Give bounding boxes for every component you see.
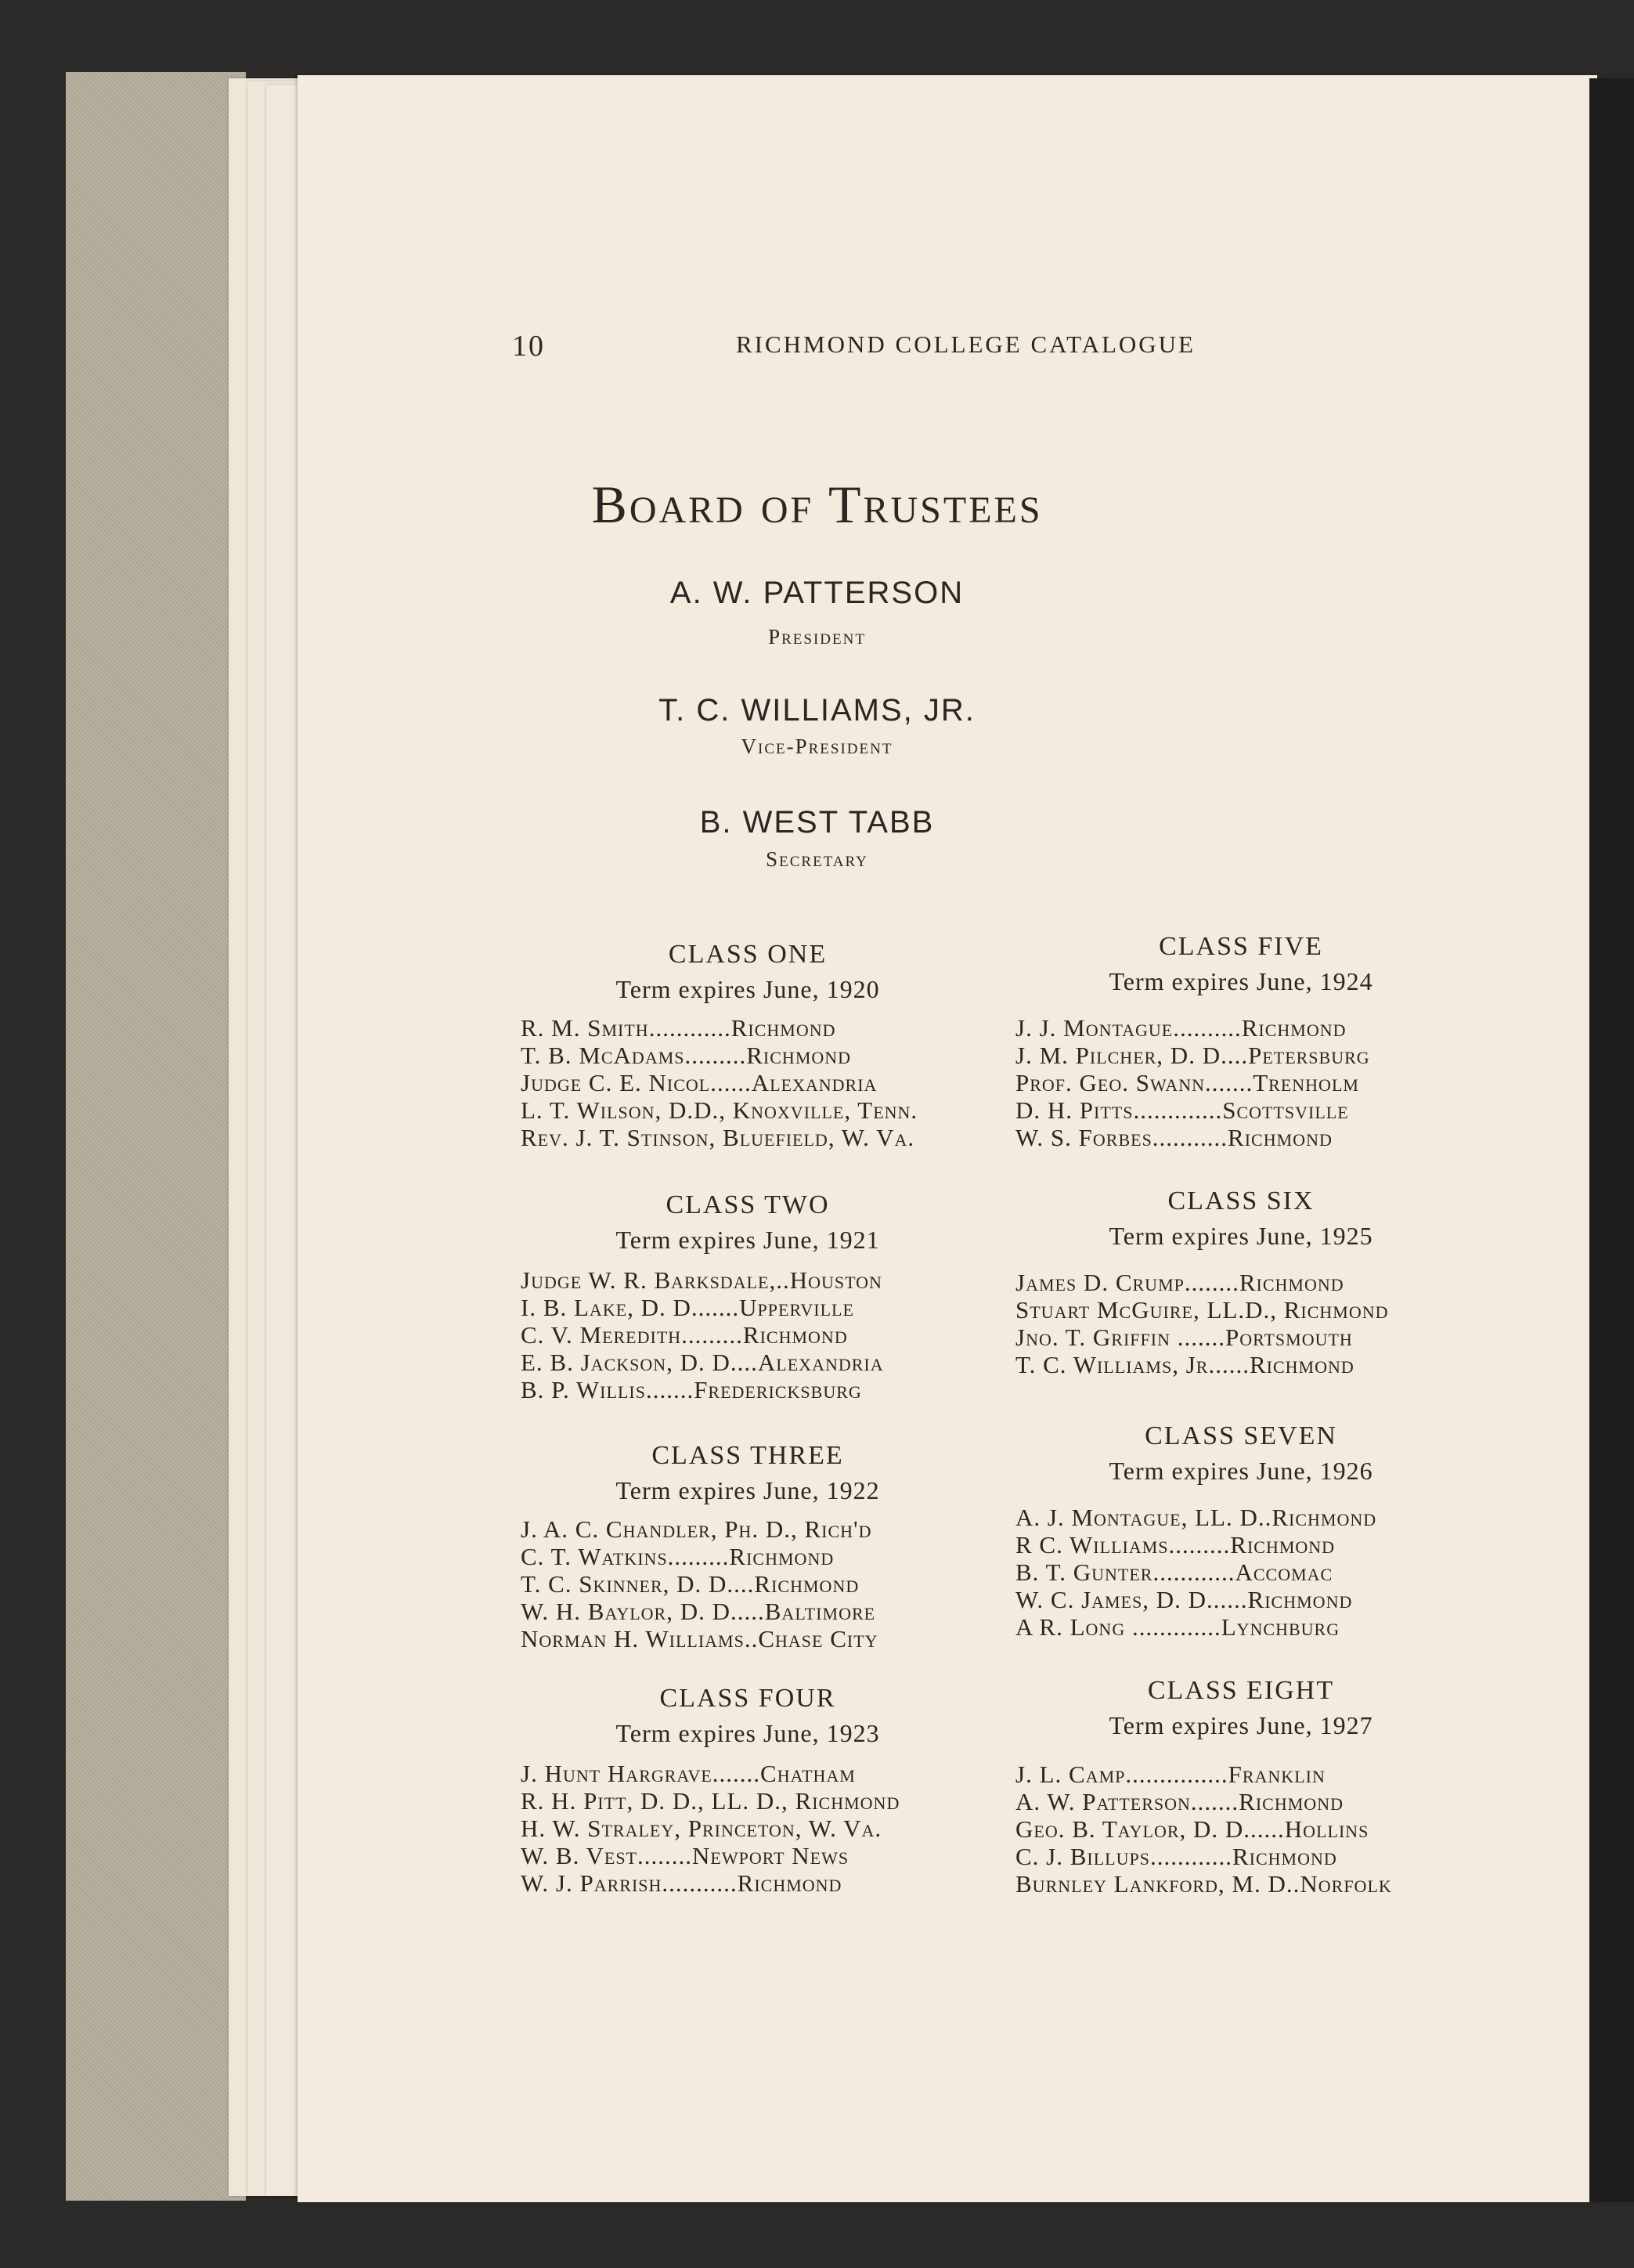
class-member-list [521,1760,900,1897]
class-heading: CLASS THREE [651,1441,844,1470]
member-entry: Burnley Lankford, M. D..Norfolk [1015,1870,1392,1898]
member-entry: J. J. Montague..........Richmond [1015,1014,1347,1042]
class-term: Term expires June, 1927 [1109,1711,1373,1739]
member-entry: T. C. Williams, Jr......Richmond [1015,1351,1354,1378]
member-entry: W. J. Parrish...........Richmond [521,1869,842,1897]
member-entry: Rev. J. T. Stinson, Bluefield, W. Va. [521,1124,915,1151]
member-entry: D. H. Pitts.............Scottsville [1015,1096,1349,1124]
member-entry: T. C. Skinner, D. D....Richmond [521,1570,860,1598]
member-entry: B. T. Gunter............Accomac [1015,1558,1333,1586]
class-term: Term expires June, 1924 [1109,967,1373,995]
member-entry: Judge W. R. Barksdale,..Houston [521,1266,882,1294]
class-member-list [1015,1761,1392,1898]
member-entry: R C. Williams.........Richmond [1015,1531,1336,1558]
member-entry: James D. Crump........Richmond [1015,1269,1344,1296]
member-entry: Stuart McGuire, LL.D., Richmond [1015,1296,1389,1324]
member-entry: H. W. Straley, Princeton, W. Va. [521,1815,882,1842]
page-title: Board of Trustees [591,475,1043,534]
class-member-list [1015,1014,1370,1151]
member-entry: J. Hunt Hargrave.......Chatham [521,1760,856,1787]
president-role: President [768,625,866,648]
member-entry: A. J. Montague, LL. D..Richmond [1015,1504,1377,1531]
class-member-list [521,1515,878,1652]
background-edge [1589,78,1634,2202]
member-entry: Geo. B. Taylor, D. D......Hollins [1015,1815,1369,1843]
member-entry: J. M. Pilcher, D. D....Petersburg [1015,1042,1370,1069]
catalogue-page [298,75,1597,2202]
member-entry: Norman H. Williams..Chase City [521,1625,878,1652]
vice-president-name: T. C. WILLIAMS, JR. [658,693,976,728]
member-entry: I. B. Lake, D. D.......Upperville [521,1294,854,1321]
member-entry: Jno. T. Griffin .......Portsmouth [1015,1324,1353,1351]
class-term: Term expires June, 1923 [615,1719,880,1747]
class-heading: CLASS TWO [666,1190,830,1219]
class-term: Term expires June, 1921 [615,1226,880,1254]
class-heading: CLASS ONE [668,940,828,969]
page-number: 10 [512,330,545,363]
member-entry: Judge C. E. Nicol......Alexandria [521,1069,878,1096]
class-heading: CLASS FOUR [659,1684,836,1713]
member-entry: W. S. Forbes...........Richmond [1015,1124,1333,1151]
member-entry: R. H. Pitt, D. D., LL. D., Richmond [521,1787,900,1815]
member-entry: Prof. Geo. Swann.......Trenholm [1015,1069,1359,1096]
class-term: Term expires June, 1922 [615,1476,880,1504]
member-entry: B. P. Willis.......Fredericksburg [521,1376,862,1403]
member-entry: L. T. Wilson, D.D., Knoxville, Tenn. [521,1096,918,1124]
vice-president-role: Vice-President [741,735,893,758]
class-heading: CLASS EIGHT [1147,1676,1335,1705]
class-member-list [521,1266,884,1403]
class-term: Term expires June, 1920 [615,975,880,1003]
member-entry: R. M. Smith............Richmond [521,1014,836,1042]
running-head: RICHMOND COLLEGE CATALOGUE [736,330,1196,358]
member-entry: J. A. C. Chandler, Ph. D., Rich'd [521,1515,872,1543]
member-entry: A R. Long .............Lynchburg [1015,1613,1340,1641]
class-member-list [521,1014,918,1151]
member-entry: W. H. Baylor, D. D.....Baltimore [521,1598,876,1625]
member-entry: T. B. McAdams.........Richmond [521,1042,852,1069]
member-entry: E. B. Jackson, D. D....Alexandria [521,1349,884,1376]
member-entry: A. W. Patterson.......Richmond [1015,1788,1344,1815]
member-entry: C. V. Meredith.........Richmond [521,1321,848,1349]
member-entry: J. L. Camp...............Franklin [1015,1761,1326,1788]
secretary-role: Secretary [766,847,868,871]
class-heading: CLASS FIVE [1159,932,1323,961]
member-entry: W. B. Vest........Newport News [521,1842,849,1869]
cover-board [66,72,246,2201]
member-entry: C. T. Watkins.........Richmond [521,1543,835,1570]
class-member-list [1015,1504,1376,1641]
class-heading: CLASS SEVEN [1145,1421,1337,1450]
class-term: Term expires June, 1926 [1109,1457,1373,1485]
secretary-name: B. WEST TABB [699,805,935,840]
class-heading: CLASS SIX [1167,1186,1315,1215]
member-entry: W. C. James, D. D......Richmond [1015,1586,1353,1613]
president-name: A. W. PATTERSON [669,576,965,610]
member-entry: C. J. Billups............Richmond [1015,1843,1337,1870]
class-member-list [1015,1269,1389,1378]
class-term: Term expires June, 1925 [1109,1222,1373,1250]
